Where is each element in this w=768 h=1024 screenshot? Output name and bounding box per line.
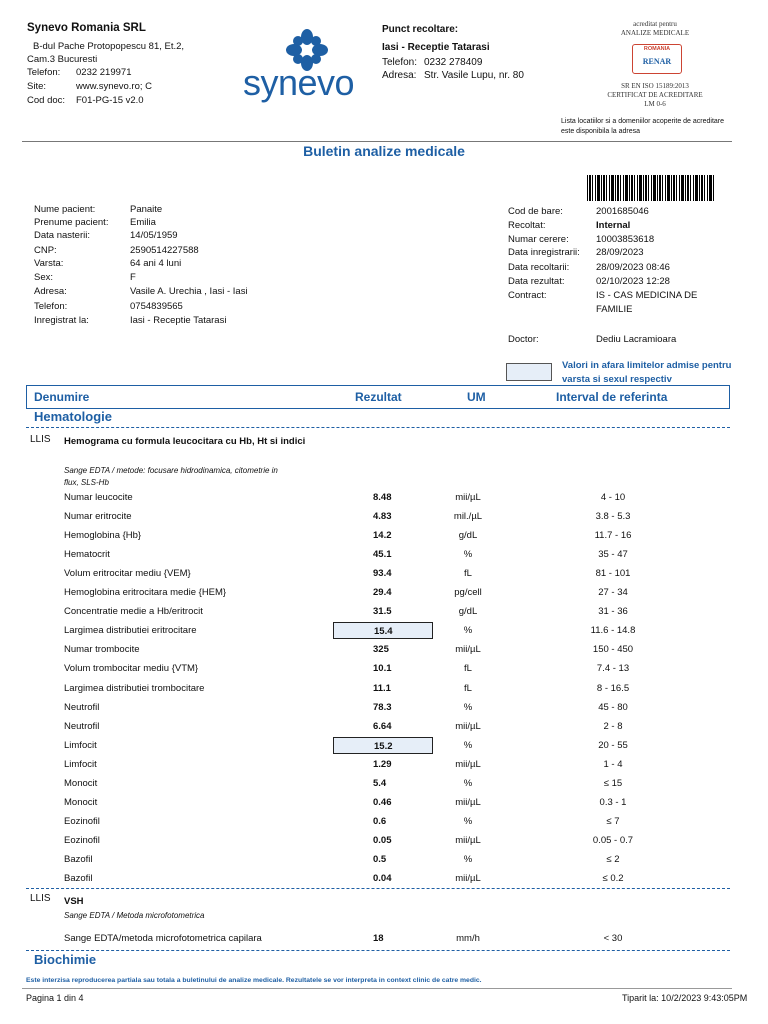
result-reference: 35 - 47 bbox=[598, 549, 628, 561]
result-row bbox=[0, 641, 768, 659]
patient-phone: Telefon: 0754839565 bbox=[34, 301, 183, 312]
result-name: Neutrofil bbox=[64, 720, 100, 732]
result-name: Hemoglobina {Hb} bbox=[64, 530, 142, 542]
out-of-range-legend-swatch bbox=[506, 363, 552, 381]
section-divider bbox=[26, 950, 730, 951]
request-doctor: Doctor: Dediu Lacramioara bbox=[508, 334, 677, 345]
collection-point-address: Adresa: Str. Vasile Lupu, nr. 80 bbox=[382, 70, 524, 81]
result-row bbox=[0, 813, 768, 831]
result-unit: % bbox=[463, 853, 473, 865]
llis-label: LLIS bbox=[30, 893, 51, 904]
result-unit: % bbox=[463, 777, 473, 789]
result-value: 10.1 bbox=[373, 663, 392, 675]
patient-registered-at: Inregistrat la: Iasi - Receptie Tatarasi bbox=[34, 315, 227, 326]
result-reference: ≤ 15 bbox=[603, 777, 623, 789]
result-value: 11.1 bbox=[373, 682, 391, 694]
accreditation-footer: SR EN ISO 15189:2013 CERTIFICAT DE ACREDITARE LM 0-6 bbox=[607, 82, 703, 108]
result-reference: 0.3 - 1 bbox=[599, 796, 627, 808]
result-reference: 2 - 8 bbox=[603, 720, 623, 732]
result-name: Bazofil bbox=[64, 873, 93, 884]
result-row bbox=[0, 718, 768, 736]
result-row bbox=[0, 756, 768, 774]
barcode-image bbox=[587, 175, 715, 201]
result-unit: % bbox=[463, 549, 473, 561]
vsh-title: VSH bbox=[64, 896, 84, 907]
result-value: 325 bbox=[373, 644, 389, 656]
result-value: 0.5 bbox=[373, 853, 387, 865]
result-reference: ≤ 0.2 bbox=[602, 873, 624, 884]
hemogram-method: Sange EDTA / metode: focusare hidrodinamica, citometrie in flux, SLS-Hb bbox=[64, 466, 278, 487]
renar-badge-name: RENAR bbox=[642, 57, 672, 66]
result-value: 29.4 bbox=[373, 587, 392, 599]
result-unit: % bbox=[463, 701, 473, 713]
result-unit: % bbox=[463, 815, 473, 827]
result-value: 1.29 bbox=[373, 758, 392, 770]
footer-divider bbox=[22, 988, 732, 989]
result-row bbox=[0, 489, 768, 507]
result-row bbox=[0, 603, 768, 621]
result-unit: pg/cell bbox=[454, 587, 482, 599]
result-unit: mii/µL bbox=[455, 492, 481, 503]
result-row bbox=[0, 584, 768, 602]
llis-label: LLIS bbox=[30, 434, 51, 445]
result-value: 4.83 bbox=[373, 511, 392, 523]
result-value: 6.64 bbox=[373, 720, 392, 732]
result-name: Concentratie medie a Hb/eritrocit bbox=[64, 606, 203, 618]
result-value: 18 bbox=[373, 933, 384, 944]
company-site: Site: www.synevo.ro; C bbox=[27, 81, 153, 92]
result-value: 0.46 bbox=[373, 796, 392, 808]
result-unit: fL bbox=[464, 568, 472, 580]
result-reference: ≤ 7 bbox=[606, 815, 620, 827]
result-value: 5.4 bbox=[373, 777, 387, 789]
result-row bbox=[0, 565, 768, 583]
result-row bbox=[0, 832, 768, 850]
result-unit: mii/µL bbox=[455, 834, 481, 846]
result-unit: % bbox=[463, 625, 473, 637]
header-reference: Interval de referinta bbox=[556, 390, 668, 404]
result-value: 45.1 bbox=[373, 549, 392, 561]
result-reference: 20 - 55 bbox=[598, 739, 628, 751]
header-um: UM bbox=[467, 390, 486, 404]
patient-last-name: Nume pacient: Panaite bbox=[34, 204, 163, 215]
result-name: Volum trombocitar mediu {VTM} bbox=[64, 663, 199, 675]
company-address-line1: B-dul Pache Protopopescu 81, Et.2, bbox=[33, 41, 185, 52]
result-unit: mii/µL bbox=[455, 873, 481, 884]
result-row bbox=[0, 622, 768, 640]
result-value: 0.6 bbox=[373, 815, 387, 827]
page-title: Buletin analize medicale bbox=[303, 143, 465, 159]
section-divider bbox=[26, 427, 730, 428]
result-value: 15.4 bbox=[333, 622, 433, 639]
result-value: 8.48 bbox=[373, 492, 392, 503]
result-reference: 150 - 450 bbox=[592, 644, 634, 656]
request-result-date: Data rezultat: 02/10/2023 12:28 bbox=[508, 276, 670, 287]
result-name: Hematocrit bbox=[64, 549, 110, 561]
result-name: Eozinofil bbox=[64, 815, 100, 827]
result-reference: 31 - 36 bbox=[598, 606, 628, 618]
result-unit: mii/µL bbox=[455, 796, 481, 808]
accreditation-header: acreditat pentru ANALIZE MEDICALE bbox=[620, 20, 690, 37]
synevo-logo-text: synevo bbox=[243, 62, 355, 103]
result-row bbox=[0, 737, 768, 755]
request-contract: Contract: IS - CAS MEDICINA DE bbox=[508, 290, 698, 301]
result-unit: mii/µL bbox=[455, 644, 481, 656]
result-row bbox=[0, 870, 768, 888]
result-unit: mil./µL bbox=[453, 511, 483, 523]
company-address-line2: Cam.3 Bucuresti bbox=[27, 54, 98, 65]
request-contract-line2: FAMILIE bbox=[596, 304, 633, 313]
result-reference: 45 - 80 bbox=[598, 701, 628, 713]
result-reference: 1 - 4 bbox=[603, 758, 623, 770]
result-name: Bazofil bbox=[64, 853, 93, 865]
result-reference: 11.7 - 16 bbox=[594, 530, 632, 542]
result-reference: 11.6 - 14.8 bbox=[590, 625, 636, 637]
vsh-method: Sange EDTA / Metoda microfotometrica bbox=[64, 911, 205, 920]
section-biochimie: Biochimie bbox=[34, 952, 97, 967]
header-divider bbox=[22, 141, 732, 142]
header-name: Denumire bbox=[34, 390, 90, 404]
result-reference: 7.4 - 13 bbox=[596, 663, 630, 675]
company-name: Synevo Romania SRL bbox=[27, 22, 146, 34]
result-value: 0.05 bbox=[373, 834, 392, 846]
result-row bbox=[0, 660, 768, 678]
request-collected: Recoltat: Internal bbox=[508, 220, 631, 231]
patient-cnp: CNP: 2590514227588 bbox=[34, 245, 199, 256]
result-value: 93.4 bbox=[373, 568, 392, 580]
collection-point-location: Iasi - Receptie Tatarasi bbox=[382, 42, 490, 53]
accreditation-note: Lista locatiilor si a domeniilor acoperite de acreditare este disponibila la adresa bbox=[561, 118, 725, 135]
section-divider bbox=[26, 888, 730, 889]
result-row bbox=[0, 699, 768, 717]
result-unit: % bbox=[463, 739, 473, 751]
result-unit: fL bbox=[464, 663, 472, 675]
result-value: 78.3 bbox=[373, 701, 392, 713]
result-name: Volum eritrocitar mediu {VEM} bbox=[64, 568, 191, 580]
result-reference: 3.8 - 5.3 bbox=[595, 511, 631, 523]
collection-point-phone: Telefon: 0232 278409 bbox=[382, 57, 483, 68]
result-name: Limfocit bbox=[64, 739, 97, 751]
result-unit: g/dL bbox=[458, 606, 478, 618]
patient-sex: Sex: F bbox=[34, 272, 136, 283]
result-name: Eozinofil bbox=[64, 834, 100, 846]
renar-badge-country: ROMANIA bbox=[643, 46, 671, 52]
result-row bbox=[0, 527, 768, 545]
result-unit: fL bbox=[464, 682, 472, 694]
result-row bbox=[0, 680, 768, 698]
patient-birth-date: Data nasterii: 14/05/1959 bbox=[34, 230, 178, 241]
result-unit: mm/h bbox=[456, 933, 480, 944]
request-number: Numar cerere: 10003853618 bbox=[508, 234, 655, 245]
result-name: Numar trombocite bbox=[64, 644, 140, 656]
result-value: 31.5 bbox=[373, 606, 392, 618]
company-doc-code: Cod doc: F01-PG-15 v2.0 bbox=[27, 95, 144, 106]
collection-point-title: Punct recoltare: bbox=[382, 24, 459, 35]
request-barcode: Cod de bare: 2001685046 bbox=[508, 206, 649, 217]
result-row bbox=[0, 794, 768, 812]
company-phone: Telefon: 0232 219971 bbox=[27, 67, 132, 78]
result-reference: ≤ 2 bbox=[606, 853, 620, 865]
result-reference: 27 - 34 bbox=[598, 587, 628, 599]
request-registration-date: Data inregistrarii: 28/09/2023 bbox=[508, 247, 644, 258]
patient-address: Adresa: Vasile A. Urechia , Iasi - Iasi bbox=[34, 286, 248, 297]
header-result: Rezultat bbox=[355, 390, 402, 404]
result-reference: 81 - 101 bbox=[595, 568, 631, 580]
result-row bbox=[0, 775, 768, 793]
result-name: Numar eritrocite bbox=[64, 511, 132, 523]
result-reference: 8 - 16.5 bbox=[596, 682, 630, 694]
footer-disclaimer: Este interzisa reproducerea partiala sau totala a buletinului de analize medicale. Rezultatele se vor interpreta in context clinic de catre medic. bbox=[26, 977, 482, 984]
result-value: 0.04 bbox=[373, 873, 392, 884]
out-of-range-legend-text: Valori in afara limitelor admise pentru varsta si sexul respectiv bbox=[562, 360, 732, 385]
result-unit: mii/µL bbox=[455, 720, 481, 732]
result-name: Monocit bbox=[64, 796, 98, 808]
request-collection-date: Data recoltarii: 28/09/2023 08:46 bbox=[508, 262, 670, 273]
result-name: Largimea distributiei eritrocitare bbox=[64, 625, 197, 637]
result-unit: mii/µL bbox=[455, 758, 481, 770]
section-hematologie: Hematologie bbox=[34, 409, 113, 424]
page-number: Pagina 1 din 4 bbox=[26, 993, 84, 1003]
result-row bbox=[0, 930, 768, 948]
result-name: Hemoglobina eritrocitara medie {HEM} bbox=[64, 587, 227, 599]
patient-first-name: Prenume pacient: Emilia bbox=[34, 217, 156, 228]
result-name: Monocit bbox=[64, 777, 98, 789]
result-unit: g/dL bbox=[458, 530, 478, 542]
patient-age: Varsta: 64 ani 4 luni bbox=[34, 258, 182, 269]
result-name: Limfocit bbox=[64, 758, 97, 770]
result-reference: 0.05 - 0.7 bbox=[592, 834, 634, 846]
result-name: Largimea distributiei trombocitare bbox=[64, 682, 205, 694]
result-row bbox=[0, 851, 768, 869]
result-value: 15.2 bbox=[333, 737, 433, 754]
printed-at: Tiparit la: 10/2/2023 9:43:05PM bbox=[622, 993, 748, 1003]
result-reference: < 30 bbox=[603, 933, 623, 944]
result-row bbox=[0, 508, 768, 526]
result-name: Numar leucocite bbox=[64, 492, 133, 503]
result-name: Neutrofil bbox=[64, 701, 100, 713]
result-value: 14.2 bbox=[373, 530, 392, 542]
result-reference: 4 - 10 bbox=[600, 492, 626, 503]
result-row bbox=[0, 546, 768, 564]
result-name: Sange EDTA/metoda microfotometrica capilara bbox=[64, 933, 262, 944]
hemogram-title: Hemograma cu formula leucocitara cu Hb, Ht si indici bbox=[64, 436, 306, 447]
